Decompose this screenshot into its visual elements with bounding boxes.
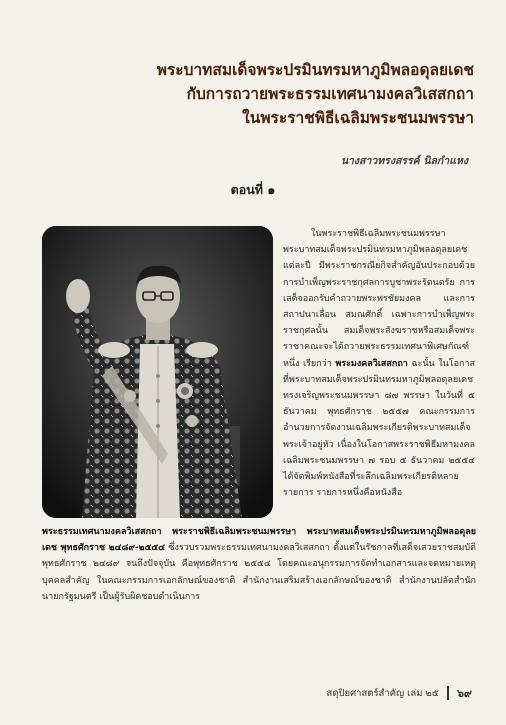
page-footer [327, 684, 472, 702]
title-line-2: กับการถวายพระธรรมเทศนามงคลวิเสสกถา [186, 85, 474, 103]
title-line-3: ในพระราชพิธีเฉลิมพระชนมพรรษา [242, 109, 474, 127]
body-column-right [283, 226, 475, 501]
book-title-highlight: พระธรรมเทศนามงคลวิเสสกถา พระราชพิธีเฉลิมพระชนมพรรษา พระบาทสมเด็จพระปรมินทรมหาภูมิพลอดุลยเดช พุทธศักราช ๒๔๘๙-๒๕๕๔ [42, 527, 476, 554]
portrait-illustration [42, 226, 273, 518]
body-paragraph-1 [283, 226, 475, 501]
episode-heading: ตอนที่ ๑ [230, 182, 276, 197]
page-number: ๖๙ [456, 687, 472, 700]
title-line-1: พระบาทสมเด็จพระปรมินทรมหาภูมิพลอดุลยเดช [156, 61, 474, 79]
portrait-photo [42, 226, 273, 518]
article-title [70, 58, 474, 130]
footer-divider [447, 686, 449, 700]
publication-name: สดุปิยศาสตร์สำคัญ เล่ม ๒๕ [326, 687, 439, 699]
body-paragraph-continued [42, 524, 476, 605]
body-text-end: ซึ่งรวบรวมพระธรรมเทศนามงคลวิเสสกถา ตั้งแต่ในรัชกาลที่เสด็จเสวยราชสมบัติพุทธศักราช ๒๔๘๙ จนถึงปัจจุบัน คือพุทธศักราช ๒๕๕๔ โดยคณะอนุกรรมการจัดทำเอกสารและจดหมายเหตุบุคคลสำคัญ ในคณะกรรมการเอกลักษณ์ของชาติ สำนักงานเสริมสร้างเอกลักษณ์ของชาติ สำนักงานปลัดสำนักนายกรัฐมนตรี เป็นผู้รับผิดชอบดำเนินการ [42, 543, 476, 602]
body-full-width [42, 524, 476, 605]
highlight-term: พระมงคลวิเสสกถา [335, 358, 408, 369]
body-text-middle: ฉะนั้น ในโอกาสที่พระบาทสมเด็จพระปรมินทรมหาภูมิพลอดุลยเดชทรงเจริญพระชนมพรรษา ๘๗ พรรษา ในวันที่ ๕ ธันวาคม พุทธศักราช ๒๕๕๗ คณะกรรมการอำนวยการจัดงานเฉลิมพระเกียรติพระบาทสมเด็จพระเจ้าอยู่หัว เนื่องในโอกาสพระราชพิธีมหามงคลเฉลิมพระชนมพรรษา ๗ รอบ ๕ ธันวาคม ๒๕๕๔ ได้จัดพิมพ์หนังสือที่ระลึกเฉลิมพระเกียรติหลายรายการ รายการหนึ่งคือหนังสือ [283, 358, 475, 499]
body-text-intro: ในพระราชพิธีเฉลิมพระชนมพรรษา พระบาทสมเด็จพระปรมินทรมหาภูมิพลอดุลยเดชแต่ละปี มีพระราชกรณียกิจสำคัญอันประกอบด้วยการบำเพ็ญพระราชกุศลการบูชาพระรัตนตรัย การเสด็จออกรับคำถวายพระพรชัยมงคล และการสถาปนาเลื่อน สมณศักดิ์ เฉพาะการบำเพ็ญพระราชกุศลนั้น สมเด็จพระสังฆราชหรือสมเด็จพระราชาคณะจะได้ถวายพระธรรมเทศนาพิเศษกัณฑ์หนึ่ง เรียกว่า [283, 229, 475, 369]
author-name: นางสาวทรงสรรค์ นิลกำแหง [340, 155, 468, 167]
